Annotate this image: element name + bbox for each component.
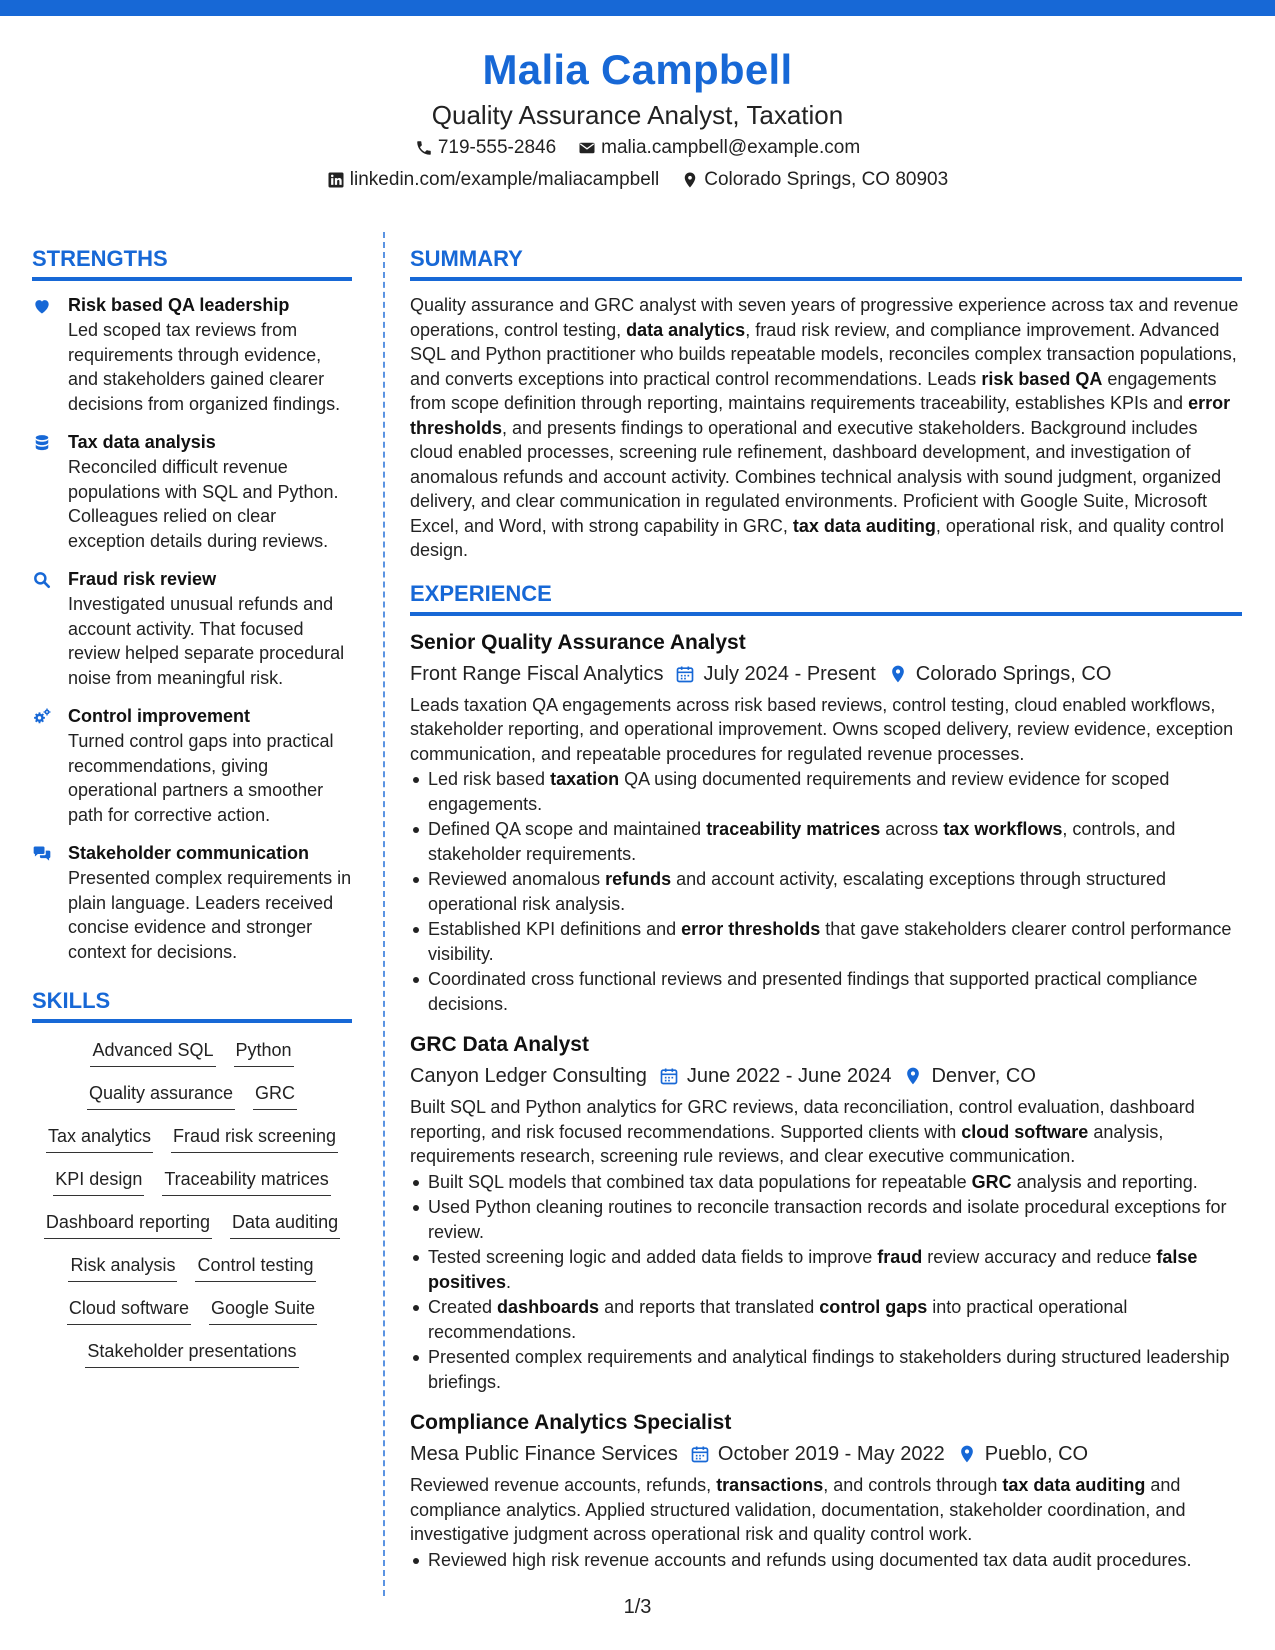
gears-icon	[32, 704, 56, 827]
contact-line-1	[0, 132, 1275, 164]
heart-icon	[32, 293, 56, 416]
map-pin-icon	[903, 1066, 923, 1086]
bullet-item: Created dashboards and reports that translated control gaps into practical operational recommendations.	[410, 1295, 1242, 1344]
skill-tag: Dashboard reporting	[44, 1209, 212, 1239]
skills-grid	[32, 1035, 352, 1368]
company-name: Mesa Public Finance Services	[410, 1443, 678, 1465]
experience-heading: EXPERIENCE	[410, 579, 1242, 616]
job-meta	[410, 1060, 1242, 1092]
top-accent-bar	[0, 0, 1275, 16]
skill-tag: Advanced SQL	[90, 1037, 215, 1067]
dates-text: October 2019 - May 2022	[717, 1443, 945, 1465]
skill-tag: Data auditing	[230, 1209, 340, 1239]
strengths-list	[32, 293, 352, 964]
skill-tag: Python	[234, 1037, 294, 1067]
email-contact	[578, 132, 860, 164]
strength-item	[32, 293, 352, 416]
resume-header	[0, 42, 1275, 196]
bullet-item: Coordinated cross functional reviews and presented findings that supported practical compliance decisions.	[410, 967, 1242, 1016]
skill-tag: Cloud software	[67, 1295, 191, 1325]
strength-title: Stakeholder communication	[68, 843, 310, 863]
skill-row	[53, 1166, 330, 1196]
bold-keyword: tax data auditing	[792, 515, 936, 536]
bold-keyword: dashboards	[497, 1297, 600, 1317]
bold-keyword: tax data auditing	[1002, 1475, 1146, 1495]
location-text: Colorado Springs, CO 80903	[704, 169, 949, 190]
summary-text: Quality assurance and GRC analyst with seven years of progressive experience across tax and revenue operations, control testing, data analytics, fraud risk review, and compliance improvement. Advanced SQL and Python practitioner who builds repeatable models, reconciles complex transaction populations, and converts exceptions into practical control recommendations. Leads risk based QA engagements from scope definition through reporting, maintains requirements traceability, establishes KPIs and error thresholds, and presents findings to operational and executive stakeholders. Background includes cloud enabled processes, screening rule refinement, dashboard development, and investigation of anomalous refunds and account activity. Combines technical analysis with sound judgment, organized delivery, and clear communication in regulated environments. Proficient with Google Suite, Microsoft Excel, and Word, with strong capability in GRC, tax data auditing, operational risk, and quality control design.	[410, 295, 1239, 560]
skill-row	[90, 1037, 293, 1067]
bold-keyword: risk based QA	[981, 368, 1103, 389]
skills-section	[32, 986, 352, 1368]
map-pin-icon	[888, 664, 908, 684]
bold-keyword: false positives	[428, 1247, 1198, 1292]
job-title: Compliance Analytics Specialist	[410, 1411, 732, 1434]
job-entry	[410, 1030, 1242, 1394]
phone-contact	[415, 132, 556, 164]
bullet-item: Led risk based taxation QA using documented requirements and review evidence for scoped engagements.	[410, 767, 1242, 816]
strength-item	[32, 430, 352, 553]
email-text: malia.campbell@example.com	[601, 137, 861, 158]
strength-text: Reconciled difficult revenue populations with SQL and Python. Colleagues relied on clear exception details during reviews.	[68, 457, 339, 551]
strength-text: Presented complex requirements in plain language. Leaders received concise evidence and stronger context for decisions.	[68, 868, 352, 962]
strength-text: Investigated unusual refunds and account activity. That focused review helped separate procedural noise from meaningful risk.	[68, 594, 345, 688]
company-name: Front Range Fiscal Analytics	[410, 662, 664, 685]
strength-title: Risk based QA leadership	[68, 295, 290, 315]
column-divider	[383, 232, 385, 1596]
phone-text: 719-555-2846	[437, 137, 557, 158]
bold-keyword: cloud software	[961, 1121, 1089, 1142]
dates-text: June 2022 - June 2024	[686, 1065, 892, 1087]
bullet-item: Used Python cleaning routines to reconcile transaction records and isolate procedural exceptions for review.	[410, 1195, 1242, 1244]
page-number: 1/3	[623, 1596, 652, 1618]
bold-keyword: tax workflows	[943, 819, 1063, 839]
skill-tag: Control testing	[195, 1252, 315, 1282]
linkedin-icon	[327, 171, 345, 189]
map-pin-icon	[957, 1444, 977, 1464]
strength-text: Turned control gaps into practical recommendations, giving operational partners a smoother path for corrective action.	[68, 731, 334, 825]
skill-tag: Stakeholder presentations	[85, 1338, 298, 1368]
contact-line-2	[0, 164, 1275, 196]
job-entry	[410, 628, 1242, 1017]
bold-keyword: control gaps	[819, 1297, 928, 1317]
job-dates	[659, 1060, 892, 1092]
skill-row	[85, 1338, 298, 1368]
job-bullets	[410, 767, 1242, 1016]
location-text: Colorado Springs, CO	[915, 662, 1112, 685]
strength-item	[32, 841, 352, 964]
job-description: Built SQL and Python analytics for GRC reviews, data reconciliation, control evaluation, dashboard reporting, and risk focused recommendations. Supported clients with cloud software analysis, requirements research, screening rule reviews, and clear executive communication.	[410, 1097, 1195, 1166]
location-contact	[681, 164, 948, 196]
skill-tag: Risk analysis	[68, 1252, 177, 1282]
bullet-item: Reviewed anomalous refunds and account activity, escalating exceptions through structured operational risk analysis.	[410, 867, 1242, 916]
bold-keyword: data analytics	[626, 319, 746, 340]
calendar-icon	[690, 1444, 710, 1464]
job-location	[903, 1060, 1035, 1092]
bold-keyword: error thresholds	[681, 919, 821, 939]
calendar-icon	[675, 664, 695, 684]
skill-tag: Quality assurance	[87, 1080, 235, 1110]
bullet-item: Presented complex requirements and analytical findings to stakeholders during structured leadership briefings.	[410, 1345, 1242, 1394]
job-dates	[675, 658, 875, 690]
location-text: Denver, CO	[931, 1065, 1036, 1087]
strength-item	[32, 704, 352, 827]
bullet-item: Defined QA scope and maintained traceability matrices across tax workflows, controls, and stakeholder requirements.	[410, 817, 1242, 866]
bullet-item: Tested screening logic and added data fields to improve fraud review accuracy and reduce false positives.	[410, 1245, 1242, 1294]
left-column	[32, 244, 352, 1368]
phone-icon	[415, 139, 433, 157]
bullet-item: Built SQL models that combined tax data populations for repeatable GRC analysis and reporting.	[410, 1170, 1242, 1195]
job-meta	[410, 658, 1242, 690]
comments-icon	[32, 841, 56, 964]
job-title: Senior Quality Assurance Analyst	[410, 630, 746, 654]
skill-tag: Tax analytics	[46, 1123, 153, 1153]
map-pin-icon	[681, 171, 699, 189]
bold-keyword: traceability matrices	[706, 819, 881, 839]
job-description: Reviewed revenue accounts, refunds, transactions, and controls through tax data auditing and compliance analytics. Applied structured validation, documentation, stakeholder coordination, and investigative judgment across operational risk and quality control work.	[410, 1475, 1186, 1544]
skill-row	[68, 1252, 315, 1282]
job-entry	[410, 1408, 1242, 1572]
skill-row	[87, 1080, 297, 1110]
job-bullets	[410, 1170, 1242, 1395]
job-location	[888, 658, 1112, 690]
strengths-heading: STRENGTHS	[32, 244, 352, 281]
linkedin-text: linkedin.com/example/maliacampbell	[349, 169, 660, 190]
skill-tag: GRC	[253, 1080, 297, 1110]
database-icon	[32, 430, 56, 553]
strength-text: Led scoped tax reviews from requirements through evidence, and stakeholders gained clearer decisions from organized findings.	[68, 320, 341, 414]
right-column	[410, 244, 1242, 1586]
skill-tag: Fraud risk screening	[171, 1123, 338, 1153]
bold-keyword: error thresholds	[410, 393, 1231, 438]
linkedin-contact	[327, 164, 659, 196]
bold-keyword: transactions	[716, 1475, 824, 1495]
skill-row	[46, 1123, 338, 1153]
dates-text: July 2024 - Present	[703, 662, 876, 685]
envelope-icon	[578, 139, 596, 157]
job-meta	[410, 1438, 1242, 1470]
job-description: Leads taxation QA engagements across risk based reviews, control testing, cloud enabled workflows, stakeholder reporting, and operational improvement. Owns scoped delivery, review evidence, exception communication, and repeatable procedures for regulated revenue processes.	[410, 694, 1234, 764]
bullet-item: Reviewed high risk revenue accounts and refunds using documented tax data audit procedures.	[410, 1548, 1242, 1573]
job-title: GRC Data Analyst	[410, 1033, 589, 1056]
skill-tag: Google Suite	[209, 1295, 317, 1325]
job-location	[957, 1438, 1088, 1470]
bold-keyword: GRC	[971, 1171, 1012, 1192]
location-text: Pueblo, CO	[984, 1443, 1089, 1465]
experience-list	[410, 628, 1242, 1573]
summary-heading: SUMMARY	[410, 244, 1242, 281]
skills-heading: SKILLS	[32, 986, 352, 1023]
skill-tag: Traceability matrices	[162, 1166, 330, 1196]
skill-row	[44, 1209, 340, 1239]
strength-title: Control improvement	[68, 706, 251, 726]
bold-keyword: taxation	[550, 769, 620, 789]
strength-title: Tax data analysis	[68, 432, 216, 452]
strength-title: Fraud risk review	[68, 569, 217, 589]
candidate-name: Malia Campbell	[482, 46, 793, 93]
search-icon	[32, 567, 56, 690]
company-name: Canyon Ledger Consulting	[410, 1065, 647, 1087]
bullet-item: Established KPI definitions and error thresholds that gave stakeholders clearer control performance visibility.	[410, 917, 1242, 966]
bold-keyword: fraud	[877, 1247, 923, 1267]
skill-row	[67, 1295, 317, 1325]
candidate-title: Quality Assurance Analyst, Taxation	[431, 100, 844, 130]
job-dates	[690, 1438, 945, 1470]
bold-keyword: refunds	[605, 869, 672, 889]
job-bullets	[410, 1548, 1242, 1573]
calendar-icon	[659, 1066, 679, 1086]
strength-item	[32, 567, 352, 690]
skill-tag: KPI design	[53, 1166, 144, 1196]
